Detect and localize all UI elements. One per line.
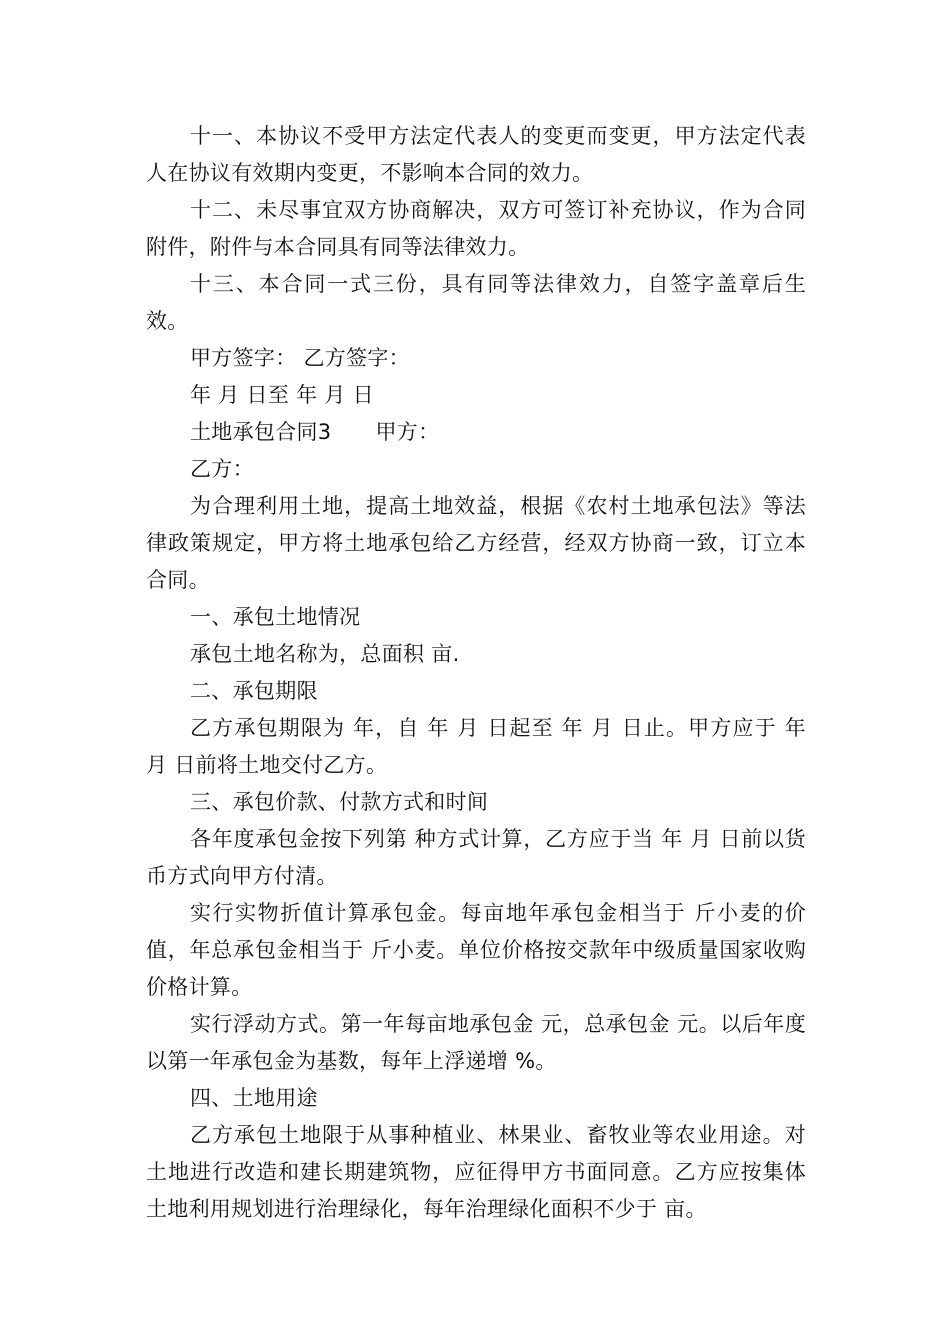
section-3-option-2: 实行浮动方式。第一年每亩地承包金 元，总承包金 元。以后年度以第一年承包金为基数，每年上浮递增 %。 bbox=[146, 1012, 806, 1073]
party-a-label: 甲方： bbox=[375, 420, 440, 444]
section-heading-4: 四、土地用途 bbox=[190, 1086, 318, 1110]
section-heading-2: 二、承包期限 bbox=[190, 679, 318, 703]
section-1-text: 承包土地名称为，总面积 亩. bbox=[190, 642, 460, 666]
party-b-label: 乙方： bbox=[190, 457, 254, 481]
clause-13: 十三、本合同一式三份，具有同等法律效力，自签字盖章后生效。 bbox=[146, 272, 806, 333]
signature-line: 甲方签字： 乙方签字： bbox=[190, 346, 410, 370]
preamble: 为合理利用土地，提高土地效益，根据《农村土地承包法》等法律政策规定，甲方将土地承包给乙方经营，经双方协商一致，订立本合同。 bbox=[146, 494, 806, 592]
document-body bbox=[146, 118, 806, 1228]
date-line: 年 月 日至 年 月 日 bbox=[190, 383, 374, 407]
section-3-option-1: 实行实物折值计算承包金。每亩地年承包金相当于 斤小麦的价值，年总承包金相当于 斤小麦。单位价格按交款年中级质量国家收购价格计算。 bbox=[146, 901, 806, 999]
contract-title: 土地承包合同3 bbox=[190, 420, 332, 444]
contract-title-line bbox=[146, 414, 806, 451]
clause-11: 十一、本协议不受甲方法定代表人的变更而变更，甲方法定代表人在协议有效期内变更，不影响本合同的效力。 bbox=[146, 124, 806, 185]
clause-12: 十二、未尽事宜双方协商解决，双方可签订补充协议，作为合同附件，附件与本合同具有同等法律效力。 bbox=[146, 198, 806, 259]
section-2-text: 乙方承包期限为 年，自 年 月 日起至 年 月 日止。甲方应于 年 月 日前将土地交付乙方。 bbox=[146, 716, 806, 777]
section-4-text: 乙方承包土地限于从事种植业、林果业、畜牧业等农业用途。对土地进行改造和建长期建筑物，应征得甲方书面同意。乙方应按集体土地利用规划进行治理绿化，每年治理绿化面积不少于 亩。 bbox=[146, 1123, 806, 1221]
section-heading-1: 一、承包土地情况 bbox=[190, 605, 361, 629]
section-heading-3: 三、承包价款、付款方式和时间 bbox=[190, 790, 489, 814]
section-3-text: 各年度承包金按下列第 种方式计算，乙方应于当 年 月 日前以货币方式向甲方付清。 bbox=[146, 827, 806, 888]
